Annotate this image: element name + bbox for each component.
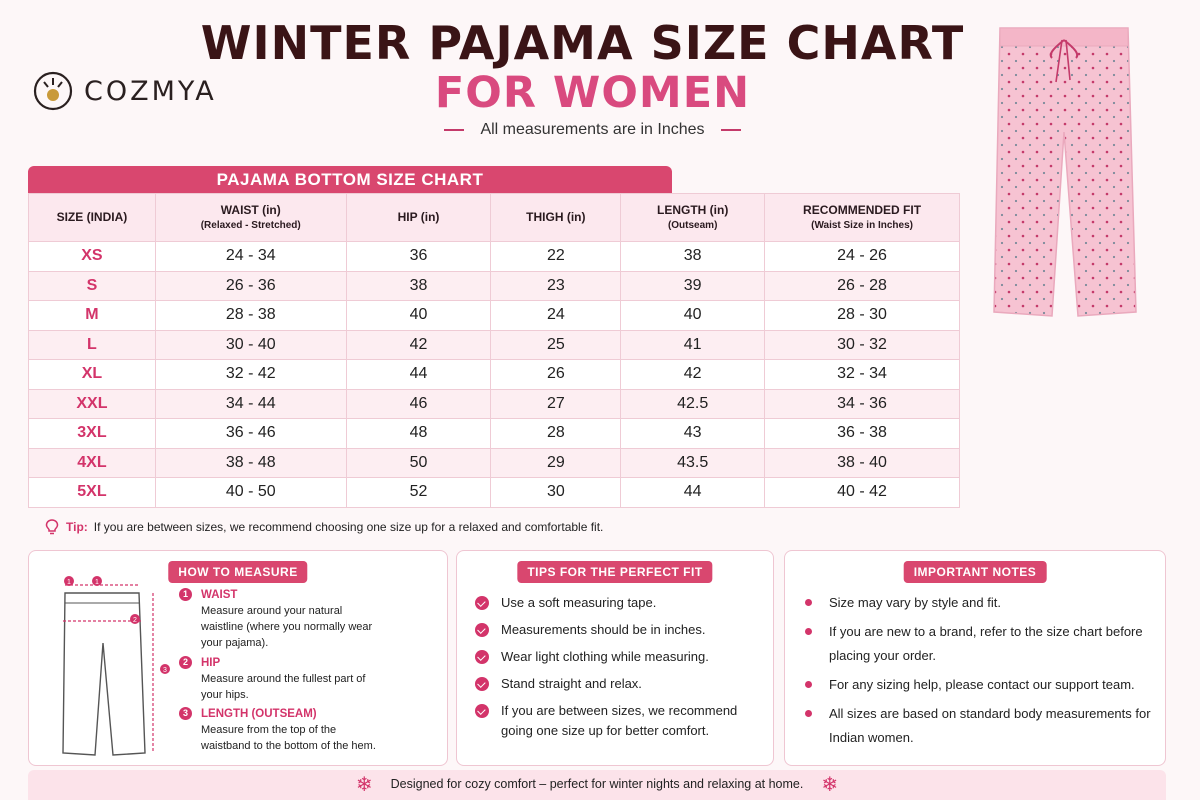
notes-list [803, 591, 1155, 755]
table-cell: 24 - 34 [155, 242, 346, 272]
table-cell: 36 - 38 [765, 419, 960, 449]
brand-name: COZMYA [84, 75, 217, 107]
panel-title: TIPS FOR THE PERFECT FIT [517, 561, 712, 583]
table-cell: 40 [346, 301, 491, 331]
size-label-cell: 5XL [29, 478, 156, 508]
list-item: If you are between sizes, we recommend going one size up for better comfort. [475, 699, 763, 741]
footer-banner [28, 770, 1166, 800]
table-cell: 50 [346, 448, 491, 478]
table-row [29, 242, 960, 272]
size-label-cell: XXL [29, 389, 156, 419]
table-cell: 29 [491, 448, 621, 478]
check-circle-icon [475, 596, 489, 610]
size-label-cell: XL [29, 360, 156, 390]
size-chart-table [28, 193, 960, 508]
table-cell: 40 - 50 [155, 478, 346, 508]
bullet-icon [805, 710, 812, 717]
table-cell: 36 - 46 [155, 419, 346, 449]
table-cell: 43 [621, 419, 765, 449]
table-cell: 30 [491, 478, 621, 508]
check-circle-icon [475, 704, 489, 718]
column-header: THIGH (in) [491, 194, 621, 242]
table-cell: 36 [346, 242, 491, 272]
list-item: Stand straight and relax. [475, 672, 763, 696]
table-cell: 24 - 26 [765, 242, 960, 272]
tip-line [44, 518, 603, 536]
table-row [29, 448, 960, 478]
table-header-row [29, 194, 960, 242]
divider [444, 129, 464, 131]
list-item: All sizes are based on standard body measurements for Indian women. [803, 702, 1155, 750]
table-cell: 38 [346, 271, 491, 301]
measuring-diagram-icon [55, 573, 175, 759]
list-item: Measurements should be in inches. [475, 618, 763, 642]
panel-title: HOW TO MEASURE [168, 561, 307, 583]
table-cell: 40 - 42 [765, 478, 960, 508]
table-cell: 40 [621, 301, 765, 331]
tips-panel [456, 550, 774, 766]
table-row [29, 330, 960, 360]
measure-item-length: 3 LENGTH (OUTSEAM) Measure from the top of the waistband to the bottom of the hem. [179, 706, 379, 754]
diagram-label: 1 [67, 579, 71, 586]
table-cell: 44 [621, 478, 765, 508]
table-cell: 28 - 38 [155, 301, 346, 331]
table-row [29, 478, 960, 508]
table-cell: 46 [346, 389, 491, 419]
lightbulb-icon [44, 518, 60, 536]
snowflake-icon: ❄ [355, 773, 373, 796]
tip-label: Tip: [66, 520, 88, 534]
diagram-label: 3 [163, 667, 167, 674]
list-item: If you are new to a brand, refer to the size chart before placing your order. [803, 620, 1155, 668]
table-cell: 34 - 36 [765, 389, 960, 419]
size-label-cell: 4XL [29, 448, 156, 478]
table-cell: 34 - 44 [155, 389, 346, 419]
notes-panel [784, 550, 1166, 766]
table-cell: 48 [346, 419, 491, 449]
table-row [29, 419, 960, 449]
bullet-icon [805, 599, 812, 606]
tip-text: If you are between sizes, we recommend choosing one size up for a relaxed and comfortable fit. [93, 520, 604, 534]
table-cell: 26 [491, 360, 621, 390]
diagram-label: 1 [95, 579, 99, 586]
measure-item-hip: 2 HIP Measure around the fullest part of your hips. [179, 655, 379, 703]
column-header: WAIST (in) (Relaxed - Stretched) [155, 194, 346, 242]
check-circle-icon [475, 677, 489, 691]
size-label-cell: 3XL [29, 419, 156, 449]
table-cell: 32 - 42 [155, 360, 346, 390]
size-chart-heading: PAJAMA BOTTOM SIZE CHART [28, 166, 672, 193]
page-title-secondary: FOR WOMEN [434, 68, 751, 118]
table-cell: 52 [346, 478, 491, 508]
snowflake-icon: ❄ [821, 773, 839, 796]
table-cell: 42 [621, 360, 765, 390]
pajama-pants-image [978, 22, 1148, 322]
size-label-cell: L [29, 330, 156, 360]
bullet-icon [805, 628, 812, 635]
table-cell: 41 [621, 330, 765, 360]
table-cell: 27 [491, 389, 621, 419]
size-label-cell: XS [29, 242, 156, 272]
table-row [29, 389, 960, 419]
divider [721, 129, 741, 131]
table-cell: 28 [491, 419, 621, 449]
table-row [29, 301, 960, 331]
check-circle-icon [475, 623, 489, 637]
table-row [29, 271, 960, 301]
list-item: Use a soft measuring tape. [475, 591, 763, 615]
table-cell: 26 - 28 [765, 271, 960, 301]
list-item: For any sizing help, please contact our support team. [803, 673, 1155, 697]
table-cell: 44 [346, 360, 491, 390]
table-cell: 25 [491, 330, 621, 360]
table-cell: 42 [346, 330, 491, 360]
panel-title: IMPORTANT NOTES [904, 561, 1047, 583]
table-cell: 30 - 32 [765, 330, 960, 360]
table-cell: 38 - 48 [155, 448, 346, 478]
size-label-cell: S [29, 271, 156, 301]
table-cell: 38 [621, 242, 765, 272]
table-cell: 43.5 [621, 448, 765, 478]
list-item: Size may vary by style and fit. [803, 591, 1155, 615]
page-title: WINTER PAJAMA SIZE CHART [200, 16, 965, 70]
footer-text: Designed for cozy comfort – perfect for winter nights and relaxing at home. [390, 777, 804, 791]
column-header: SIZE (INDIA) [29, 194, 156, 242]
table-cell: 23 [491, 271, 621, 301]
bullet-icon [805, 681, 812, 688]
table-cell: 28 - 30 [765, 301, 960, 331]
tips-list [475, 591, 763, 744]
column-header: LENGTH (in) (Outseam) [621, 194, 765, 242]
table-row [29, 360, 960, 390]
column-header: HIP (in) [346, 194, 491, 242]
table-cell: 39 [621, 271, 765, 301]
measure-item-waist: 1 WAIST Measure around your natural waistline (where you normally wear your pajama). [179, 587, 379, 651]
column-header: RECOMMENDED FIT (Waist Size in Inches) [765, 194, 960, 242]
size-label-cell: M [29, 301, 156, 331]
subtitle-text: All measurements are in Inches [480, 121, 705, 138]
table-cell: 24 [491, 301, 621, 331]
list-item: Wear light clothing while measuring. [475, 645, 763, 669]
table-cell: 26 - 36 [155, 271, 346, 301]
table-cell: 38 - 40 [765, 448, 960, 478]
check-circle-icon [475, 650, 489, 664]
table-cell: 30 - 40 [155, 330, 346, 360]
table-cell: 22 [491, 242, 621, 272]
table-cell: 42.5 [621, 389, 765, 419]
table-cell: 32 - 34 [765, 360, 960, 390]
how-to-measure-panel [28, 550, 448, 766]
diagram-label: 2 [133, 617, 137, 624]
